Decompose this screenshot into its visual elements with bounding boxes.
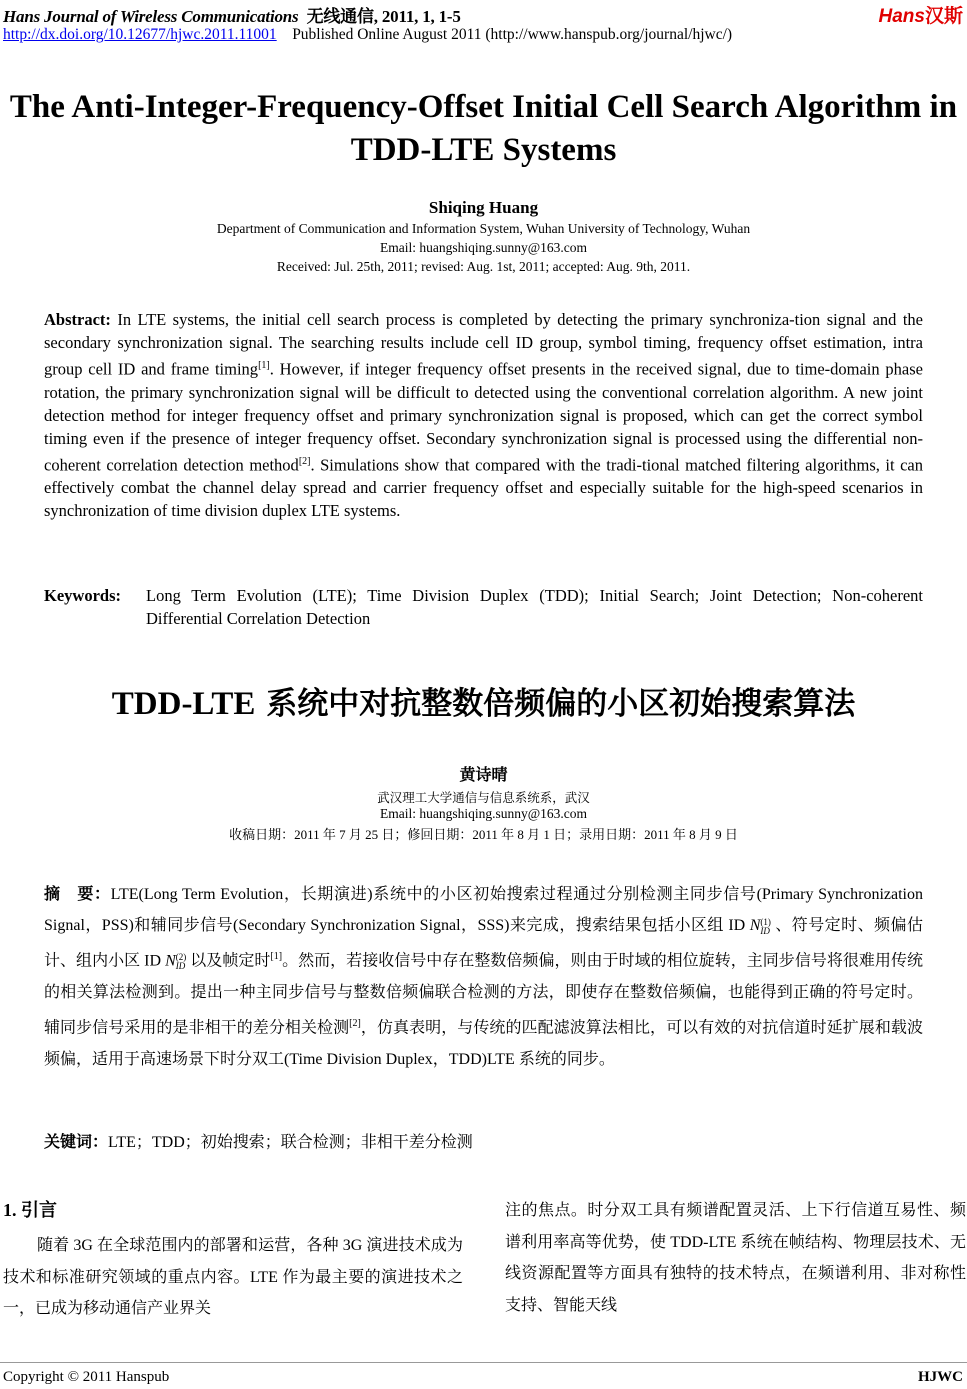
chinese-title [0, 678, 967, 723]
subscript: ID [175, 961, 186, 972]
chinese-keywords-label: 关键词： [44, 1132, 109, 1151]
math-scripts [176, 953, 187, 971]
chinese-abstract-label: 摘 要： [44, 884, 111, 903]
doi-link[interactable]: http://dx.doi.org/10.12677/hjwc.2011.11001 [3, 26, 277, 43]
chinese-email: Email: huangshiqing.sunny@163.com [379, 806, 588, 821]
author: Shiqing Huang [428, 198, 539, 217]
keywords-text: Long Term Evolution (LTE); Time Division Duplex (TDD); Initial Search; Joint Detection; Non-coherent Differential Correlation Detection [146, 586, 923, 628]
section-heading [3, 1196, 57, 1222]
received-dates: Received: Jul. 25th, 2011; revised: Aug. 1st, 2011; accepted: Aug. 9th, 2011. [276, 259, 691, 274]
abstract-text: . However, if integer frequency offset presents in the received signal, due to time-domain phase rotation, the primary synchronization signal will be difficult to detected using the conventional correlation algorithm. A new joint detection method for integer frequency offset and primary synchronization signal is proposed, which can get the correct symbol timing even if the presence of integer frequency offset. Secondary synchronization signal is processed using the differential non-coherent correlation detection method [44, 359, 923, 474]
chinese-dates: 收稿日期：2011 年 7 月 25 日；修回日期：2011 年 8 月 1 日；录用日期：2011 年 8 月 9 日 [229, 827, 738, 842]
math-symbol: N [165, 952, 176, 970]
citation[interactable]: [1] [258, 360, 270, 371]
affiliation: Department of Communication and Information System, Wuhan University of Technology, Wuhan [216, 221, 751, 236]
body-column-right: 注的焦点。时分双工具有频谱配置灵活、上下行信道互易性、频谱利用率高等优势，使 TDD-LTE 系统在帧结构、物理层技术、无线资源配置等方面具有独特的技术特点，在频谱利用、非对称性支持、智能天线 [505, 1202, 966, 1314]
email: Email: huangshiqing.sunny@163.com [379, 240, 588, 255]
chinese-author: 黄诗晴 [459, 765, 508, 784]
superscript: (2) [175, 952, 187, 963]
math-scripts [760, 918, 771, 936]
abstract-text: 以及帧定时 [190, 952, 271, 970]
keywords [44, 584, 923, 630]
abstract-text: 、符号定时、频偏估计、组内小区 ID [44, 917, 923, 970]
abstract-text: ，仿真表明，与传统的匹配滤波算法相比，可以有效的对抗信道时延扩展和载波频偏，适用于高速场景下时分双工(Time Division Duplex，TDD)LTE 系统的同步。 [44, 1019, 923, 1068]
abstract-text: . Simulations show that compared with the tradi-tional matched filtering algorithms, it can effectively combat the channel delay spread and carrier frequency offset and especially suitable for the high-speed scenarios in synchronization of time division duplex LTE systems. [44, 455, 923, 520]
abstract-label: Abstract: [44, 310, 111, 329]
superscript: (1) [760, 916, 771, 927]
journal-name: Hans Journal of Wireless Communications [3, 7, 299, 26]
footer-divider [0, 1362, 967, 1363]
journal-issue: 无线通信, 2011, 1, 1-5 [306, 7, 461, 26]
subscript: ID [760, 925, 770, 936]
abstract-text: LTE(Long Term Evolution，长期演进)系统中的小区初始搜索过程通过分别检测主同步信号(Primary Synchronization Signal，PSS)和辅同步信号(Secondary Synchronization Signal，SSS)来完成，搜索结果包括小区组 ID [44, 886, 923, 935]
keywords-label: Keywords: [44, 586, 121, 605]
published-info: Published Online August 2011 (http://www.hanspub.org/journal/hjwc/) [292, 26, 733, 43]
math-symbol: N [749, 917, 761, 935]
paper-title: The Anti-Integer-Frequency-Offset Initial Cell Search Algorithm in TDD-LTE Systems [9, 89, 958, 168]
journal-header [3, 2, 461, 27]
chinese-abstract [44, 878, 923, 1075]
title-latin: TDD-LTE [111, 686, 256, 722]
section-title: 引言 [21, 1200, 57, 1221]
hans-logo: Hans汉斯 [878, 6, 963, 27]
title-cn: 系统中对抗整数倍频偏的小区初始搜索算法 [255, 686, 856, 722]
footer-journal: HJWC [918, 1369, 963, 1385]
copyright: Copyright © 2011 Hanspub [3, 1369, 170, 1385]
chinese-affiliation: 武汉理工大学通信与信息系统系，武汉 [377, 790, 590, 805]
abstract-text: In LTE systems, the initial cell search process is completed by detecting the primary synchroniza-tion signal and the secondary synchronization signal. The searching results include cell ID group, symbol timing, frequency offset estimation, intra group cell ID and frame timing [44, 310, 923, 379]
citation[interactable]: [1] [270, 951, 283, 963]
citation[interactable]: [2] [298, 455, 311, 467]
body-column-left: 随着 3G 在全球范围内的部署和运营，各种 3G 演进技术成为技术和标准研究领域的重点内容。LTE 作为最主要的演进技术之一，已成为移动通信产业界关 [3, 1237, 463, 1317]
doi-line [3, 26, 732, 44]
citation[interactable]: [2] [349, 1018, 361, 1030]
section-number: 1. [3, 1200, 17, 1220]
chinese-keywords [44, 1129, 473, 1152]
abstract [44, 308, 923, 522]
chinese-keywords-text: LTE；TDD；初始搜索；联合检测；非相干差分检测 [108, 1134, 473, 1151]
abstract-text: 。然而，若接收信号中存在整数倍频偏，则由于时域的相位旋转，主同步信号将很难用传统的相关算法检测到。提出一种主同步信号与整数倍频偏联合检测的方法，即使存在整数倍频偏，也能得到正确的符号定时。辅同步信号采用的是非相干的差分相关检测 [44, 952, 923, 1037]
